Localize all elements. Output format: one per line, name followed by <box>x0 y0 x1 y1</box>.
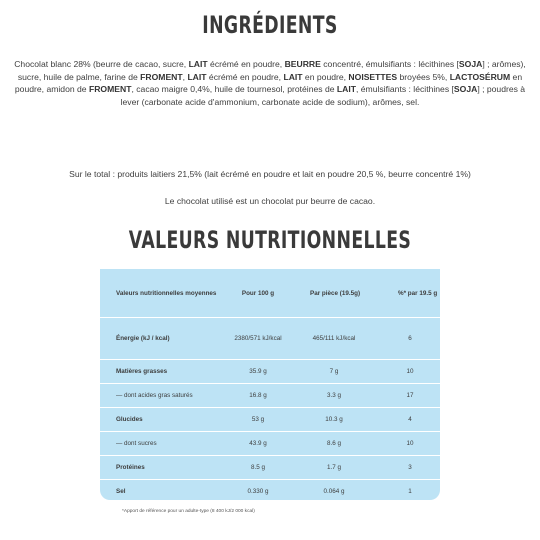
nutrient-label: Protéines <box>100 456 228 480</box>
nutrient-label: Sel <box>100 480 228 501</box>
allergen-text: NOISETTES <box>348 71 398 82</box>
ingredients-title: INGRÉDIENTS <box>202 11 338 39</box>
ingredient-text: , cacao maigre 0,4%, huile de tournesol, protéines de <box>131 84 337 95</box>
table-row <box>100 408 440 432</box>
allergen-text: SOJA <box>458 59 483 69</box>
allergen-text: BEURRE <box>284 59 321 69</box>
ingredient-text: broyées 5%, <box>397 71 450 82</box>
ingredient-text: Chocolat blanc 28% (beurre de cacao, sucre, <box>14 59 189 69</box>
table-top-border <box>100 269 440 271</box>
table-row <box>100 318 440 360</box>
per-100g-value: 2380/571 kJ/kcal <box>228 318 288 360</box>
table-header-row <box>100 269 440 318</box>
per-100g-value: 0.330 g <box>228 480 288 501</box>
ingredient-text: , <box>182 71 188 82</box>
header-percent: %* par 19.5 g <box>398 289 438 297</box>
allergen-text: LAIT <box>187 71 207 82</box>
per-100g-value: 43.9 g <box>228 432 288 456</box>
nutrient-label: — dont acides gras saturés <box>100 384 228 408</box>
ingredient-text: concentré, émulsifiants : lécithines [ <box>320 59 459 69</box>
ingredient-text: ] ; poudres à lever (carbonate acide d'ammonium, carbonate acide de sodium), arômes, sel. <box>120 84 526 107</box>
nutrition-title: VALEURS NUTRITIONNELLES <box>128 226 412 254</box>
per-100g-value: 35.9 g <box>228 360 288 384</box>
table-row <box>100 456 440 480</box>
percent-value: 1 <box>380 480 440 501</box>
reference-footnote: *Apport de référence pour un adulte-type (8 400 kJ/2 000 kcal) <box>122 509 255 514</box>
nutrient-label: Matières grasses <box>100 360 228 384</box>
ingredient-text: ] ; arômes), sucre, huile de palme, farine de <box>17 59 526 82</box>
percent-value: 17 <box>380 384 440 408</box>
header-per-100g: Pour 100 g <box>241 289 275 297</box>
nutrient-label: Énergie (kJ / kcal) <box>100 318 228 360</box>
per-100g-value: 8.5 g <box>228 456 288 480</box>
nutrition-table-container <box>100 269 440 500</box>
table-row <box>100 384 440 408</box>
table-body <box>100 318 440 501</box>
chocolate-note: Le chocolat utilisé est un chocolat pur beurre de cacao. <box>164 196 376 206</box>
nutrient-label: Glucides <box>100 408 228 432</box>
table-row <box>100 432 440 456</box>
percent-value: 10 <box>380 432 440 456</box>
allergen-text: LACTOSÉRUM <box>449 71 511 82</box>
per-piece-value: 8.6 g <box>288 432 380 456</box>
per-piece-value: 3.3 g <box>288 384 380 408</box>
per-piece-value: 7 g <box>288 360 380 384</box>
allergen-text: LAIT <box>336 84 356 95</box>
ingredient-text: en poudre, amidon de <box>14 71 523 95</box>
table-row <box>100 480 440 501</box>
header-per-piece: Par pièce (19.5g) <box>310 289 361 297</box>
per-piece-value: 0.064 g <box>288 480 380 501</box>
ingredient-text: en poudre, <box>302 71 349 82</box>
ingredient-text: écrémé en poudre, <box>207 59 285 69</box>
nutrition-table <box>100 269 440 500</box>
ingredient-text: , émulsifiants : lécithines [ <box>355 84 454 95</box>
allergen-text: FROMENT <box>140 71 183 82</box>
percent-value: 3 <box>380 456 440 480</box>
dairy-total-text: Sur le total : produits laitiers 21,5% (lait écrémé en poudre et lait en poudre 20,5 %, beurre concentré 1%) <box>69 169 471 179</box>
per-100g-value: 16.8 g <box>228 384 288 408</box>
nutrient-label: — dont sucres <box>100 432 228 456</box>
allergen-text: FROMENT <box>88 84 132 95</box>
header-nutrient: Valeurs nutritionnelles moyennes <box>116 289 217 297</box>
per-piece-value: 465/111 kJ/kcal <box>288 318 380 360</box>
percent-value: 4 <box>380 408 440 432</box>
allergen-text: LAIT <box>188 59 208 69</box>
percent-value: 10 <box>380 360 440 384</box>
allergen-text: LAIT <box>283 71 303 82</box>
table-row <box>100 360 440 384</box>
per-piece-value: 10.3 g <box>288 408 380 432</box>
per-piece-value: 1.7 g <box>288 456 380 480</box>
ingredient-text: écrémé en poudre, <box>206 71 284 82</box>
percent-value: 6 <box>380 318 440 360</box>
ingredients-text <box>14 58 526 108</box>
allergen-text: SOJA <box>453 84 478 95</box>
per-100g-value: 53 g <box>228 408 288 432</box>
